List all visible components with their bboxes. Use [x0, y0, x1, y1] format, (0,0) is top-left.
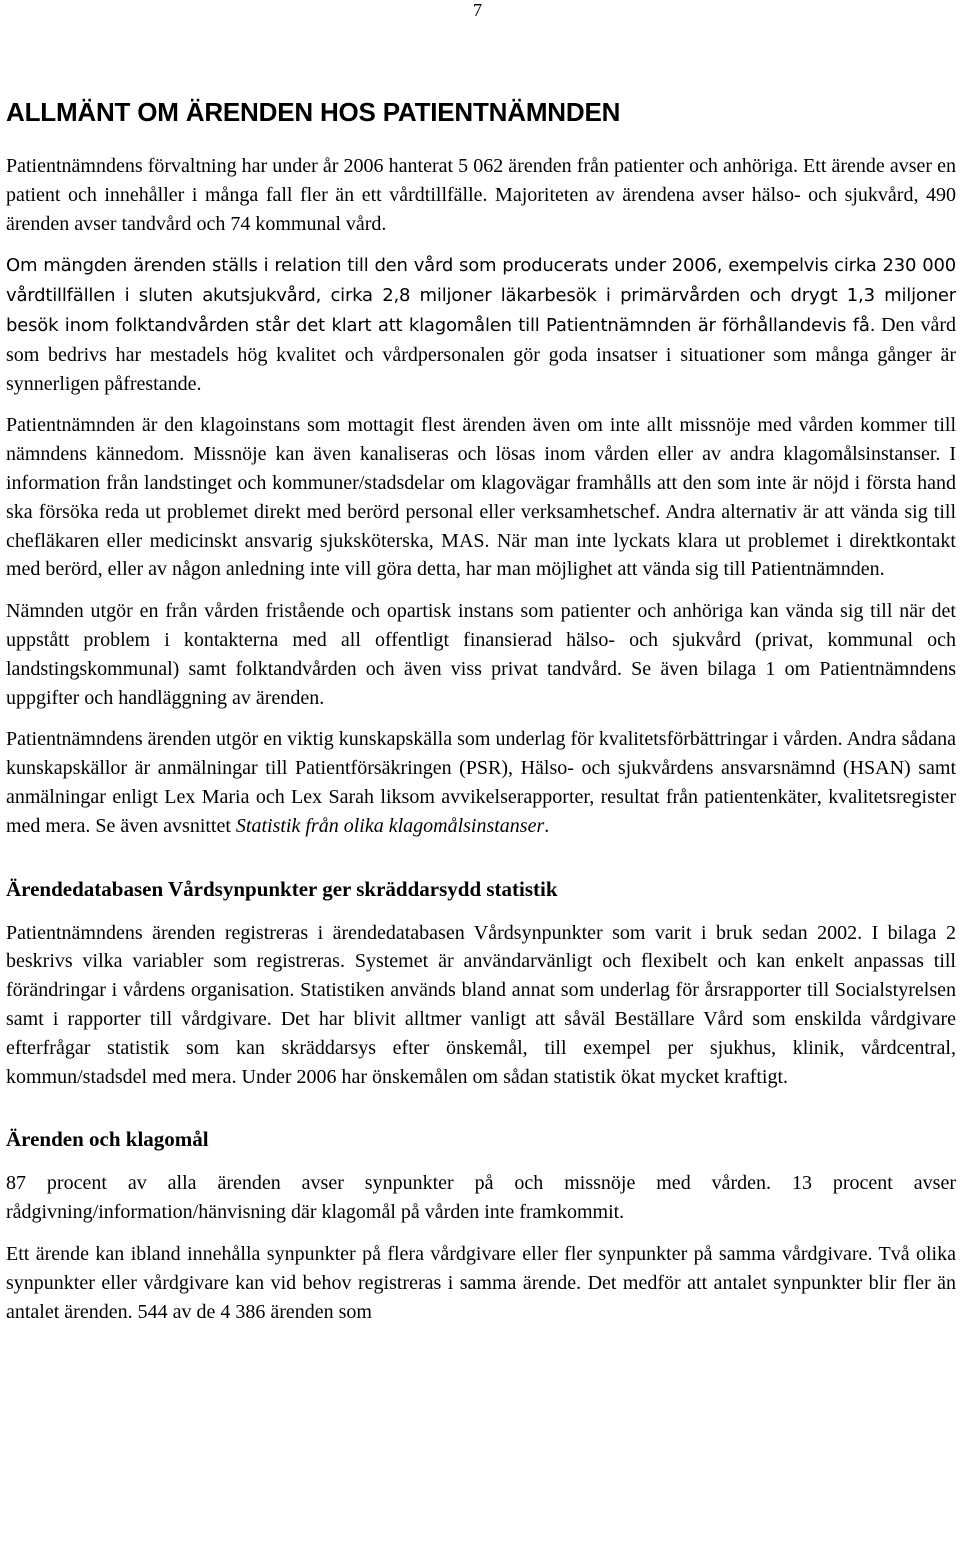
intro-paragraph-1: Patientnämndens förvaltning har under år 2006 hanterat 5 062 ärenden från patienter och anhöriga. Ett ärende avser en patient och innehåller i många fall fler än ett vårdtillfälle. Majoriteten av ärendena avser hälso- och sjukvård, 490 ärenden avser tandvård och 74 kommunal vård.	[6, 155, 956, 235]
intro-paragraph-5-reference: Statistik från olika klagomålsinstanser	[235, 814, 545, 837]
section2-paragraph-1: 87 procent av alla ärenden avser synpunkter på och missnöje med vården. 13 procent avser rådgivning/information/hänvisning där klagomål på vården inte framkommit.	[6, 1172, 956, 1224]
intro-paragraph-3: Patientnämnden är den klagoinstans som mottagit flest ärenden även om inte allt missnöje med vården kommer till nämndens kännedom. Missnöje kan även kanaliseras och lösas inom vården eller av andra klagomålsinstanser. I information från landstinget och kommuner/stadsdelar om klagovägar framhålls att den som inte är nöjd i första hand ska försöka reda ut problemet direkt med berörd personal eller verksamhetschef. Andra alternativ är att vända sig till chefläkaren eller medicinskt ansvarig sjuksköterska, MAS. När man inte lyckats klara ut problemet i direktkontakt med berörd, eller av någon anledning inte vill göra detta, har man möjlighet att vända sig till Patientnämnden.	[6, 414, 956, 581]
intro-paragraph-5	[6, 725, 956, 840]
intro-paragraph-2-sans-part: Om mängden ärenden ställs i relation till den vård som producerats under 2006, exempelvis cirka 230 000 vårdtillfällen i sluten akutsjukvård, cirka 2,8 miljoner läkarbesök i primärvården och drygt 1,3 miljoner besök inom folktandvården står det klart att klagomålen till Patientnämnden är förhållandevis få.	[6, 255, 956, 336]
section1-paragraph-1: Patientnämndens ärenden registreras i ärendedatabasen Vårdsynpunkter som varit i bruk sedan 2002. I bilaga 2 beskrivs vilka variabler som registreras. Systemet är användarvänligt och flexibelt och kan enkelt anpassas till förändringar i vårdens organisation. Statistiken används bland annat som underlag för årsrapporter till Socialstyrelsen samt i rapporter till vårdgivare. Det har blivit alltmer vanligt att såväl Beställare Vård som enskilda vårdgivare efterfrågar statistik som kan skräddarsys efter önskemål, till exempel per sjukhus, klinik, vårdcentral, kommun/stadsdel med mera. Under 2006 har önskemålen om sådan statistik ökat mycket kraftigt.	[6, 921, 956, 1088]
page-content	[6, 96, 956, 1339]
section-heading-arenden-klagomal: Ärenden och klagomål	[6, 1127, 209, 1152]
intro-paragraph-2	[6, 251, 956, 398]
intro-paragraph-5-end: .	[544, 814, 550, 837]
section-heading-vardsynpunkter: Ärendedatabasen Vårdsynpunkter ger skräddarsydd statistik	[6, 876, 558, 901]
page-number: 7	[473, 0, 482, 20]
intro-paragraph-2-serif-part: Den vård som bedrivs har mestadels hög kvalitet och vårdpersonalen gör goda insatser i situationer som många gånger är synnerligen påfrestande.	[6, 313, 956, 395]
section2-paragraph-2: Ett ärende kan ibland innehålla synpunkter på flera vårdgivare eller fler synpunkter på samma vårdgivare. Två olika synpunkter eller vårdgivare kan vid behov registreras i samma ärende. Det medför att antalet synpunkter blir fler än antalet ärenden. 544 av de 4 386 ärenden som	[6, 1242, 956, 1323]
page-title: ALLMÄNT OM ÄRENDEN HOS PATIENTNÄMNDEN	[6, 97, 621, 127]
intro-paragraph-4: Nämnden utgör en från vården fristående och opartisk instans som patienter och anhöriga kan vända sig till när det uppstått problem i kontakterna med all offentligt finansierad hälso- och sjukvård (privat, kommunal och landstingskommunal) samt folktandvården och även viss privat tandvård. Se även bilaga 1 om Patientnämndens uppgifter och handläggning av ärenden.	[6, 600, 956, 709]
intro-paragraph-5-text: Patientnämndens ärenden utgör en viktig kunskapskälla som underlag för kvalitetsförbättringar i vården. Andra sådana kunskapskällor är anmälningar till Patientförsäkringen (PSR), Hälso- och sjukvårdens ansvarsnämnd (HSAN) samt anmälningar enligt Lex Maria och Lex Sarah liksom avvikelserapporter, resultat från patientenkäter, kvalitetsregister med mera. Se även avsnittet	[6, 728, 956, 837]
